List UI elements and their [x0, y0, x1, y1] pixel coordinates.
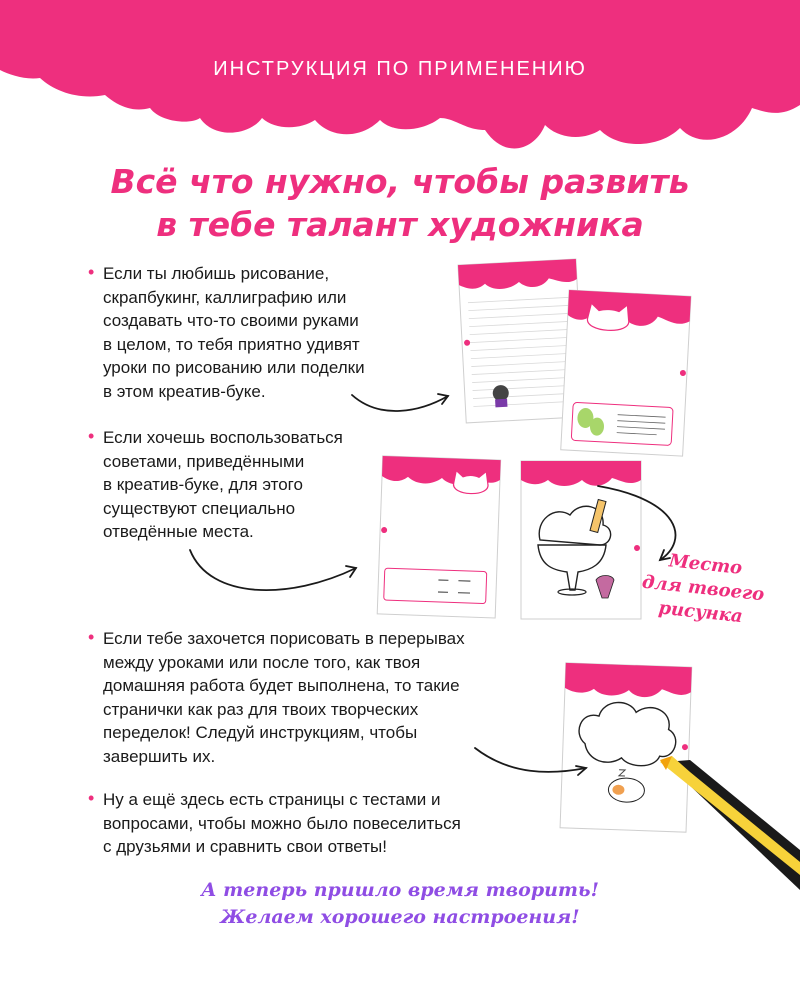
bullet-text: Если тебе захочется порисовать в перерывах между уроками или после того, как твоя домашняя работа будет выполнена, то такие странички как раз для твоих творческих переделок! Следуй инструкциям, чтобы завершить их. — [103, 629, 465, 766]
bullet-dot-icon: • — [88, 627, 95, 647]
footer-line-1: А теперь пришло время творить! — [201, 879, 599, 901]
cloud-page-thumbnail — [560, 663, 692, 832]
arrow-2 — [190, 550, 356, 590]
bullet-text: Если хочешь воспользоваться советами, приведёнными в креатив-буке, для этого существуют специально отведённые места. — [103, 428, 343, 541]
headline-line-2: в тебе талант художника — [156, 205, 644, 244]
footer-line-2: Желаем хорошего настроения! — [220, 906, 580, 928]
bullet-dot-icon: • — [88, 262, 95, 282]
note-line-3: рисунка — [657, 597, 744, 628]
cat-page-thumbnail — [561, 290, 691, 456]
note-line-1: Место — [667, 550, 744, 579]
bullet-dot-icon: • — [88, 426, 95, 446]
header-title: ИНСТРУКЦИЯ ПО ПРИМЕНЕНИЮ — [213, 58, 587, 80]
footer-message — [0, 877, 800, 931]
bullet-text: Ну а ещё здесь есть страницы с тестами и вопросами, чтобы можно было повеселиться с друзьями и сравнить свои ответы! — [103, 790, 461, 856]
headline-line-1: Всё что нужно, чтобы развить — [110, 162, 690, 201]
arrow-1 — [352, 395, 448, 411]
bullet-text: Если ты любишь рисование, скрапбукинг, каллиграфию или создавать что-то своими руками в целом, то тебя приятно удивят уроки по рисованию или поделки в этом креатив-буке. — [103, 264, 365, 401]
bullet-dot-icon: • — [88, 788, 95, 808]
note-line-2: для твоего — [640, 571, 766, 606]
drawing-place-note — [635, 546, 772, 631]
ice-cream-page-thumbnail — [521, 461, 641, 619]
tips-page-thumbnail — [377, 456, 500, 618]
